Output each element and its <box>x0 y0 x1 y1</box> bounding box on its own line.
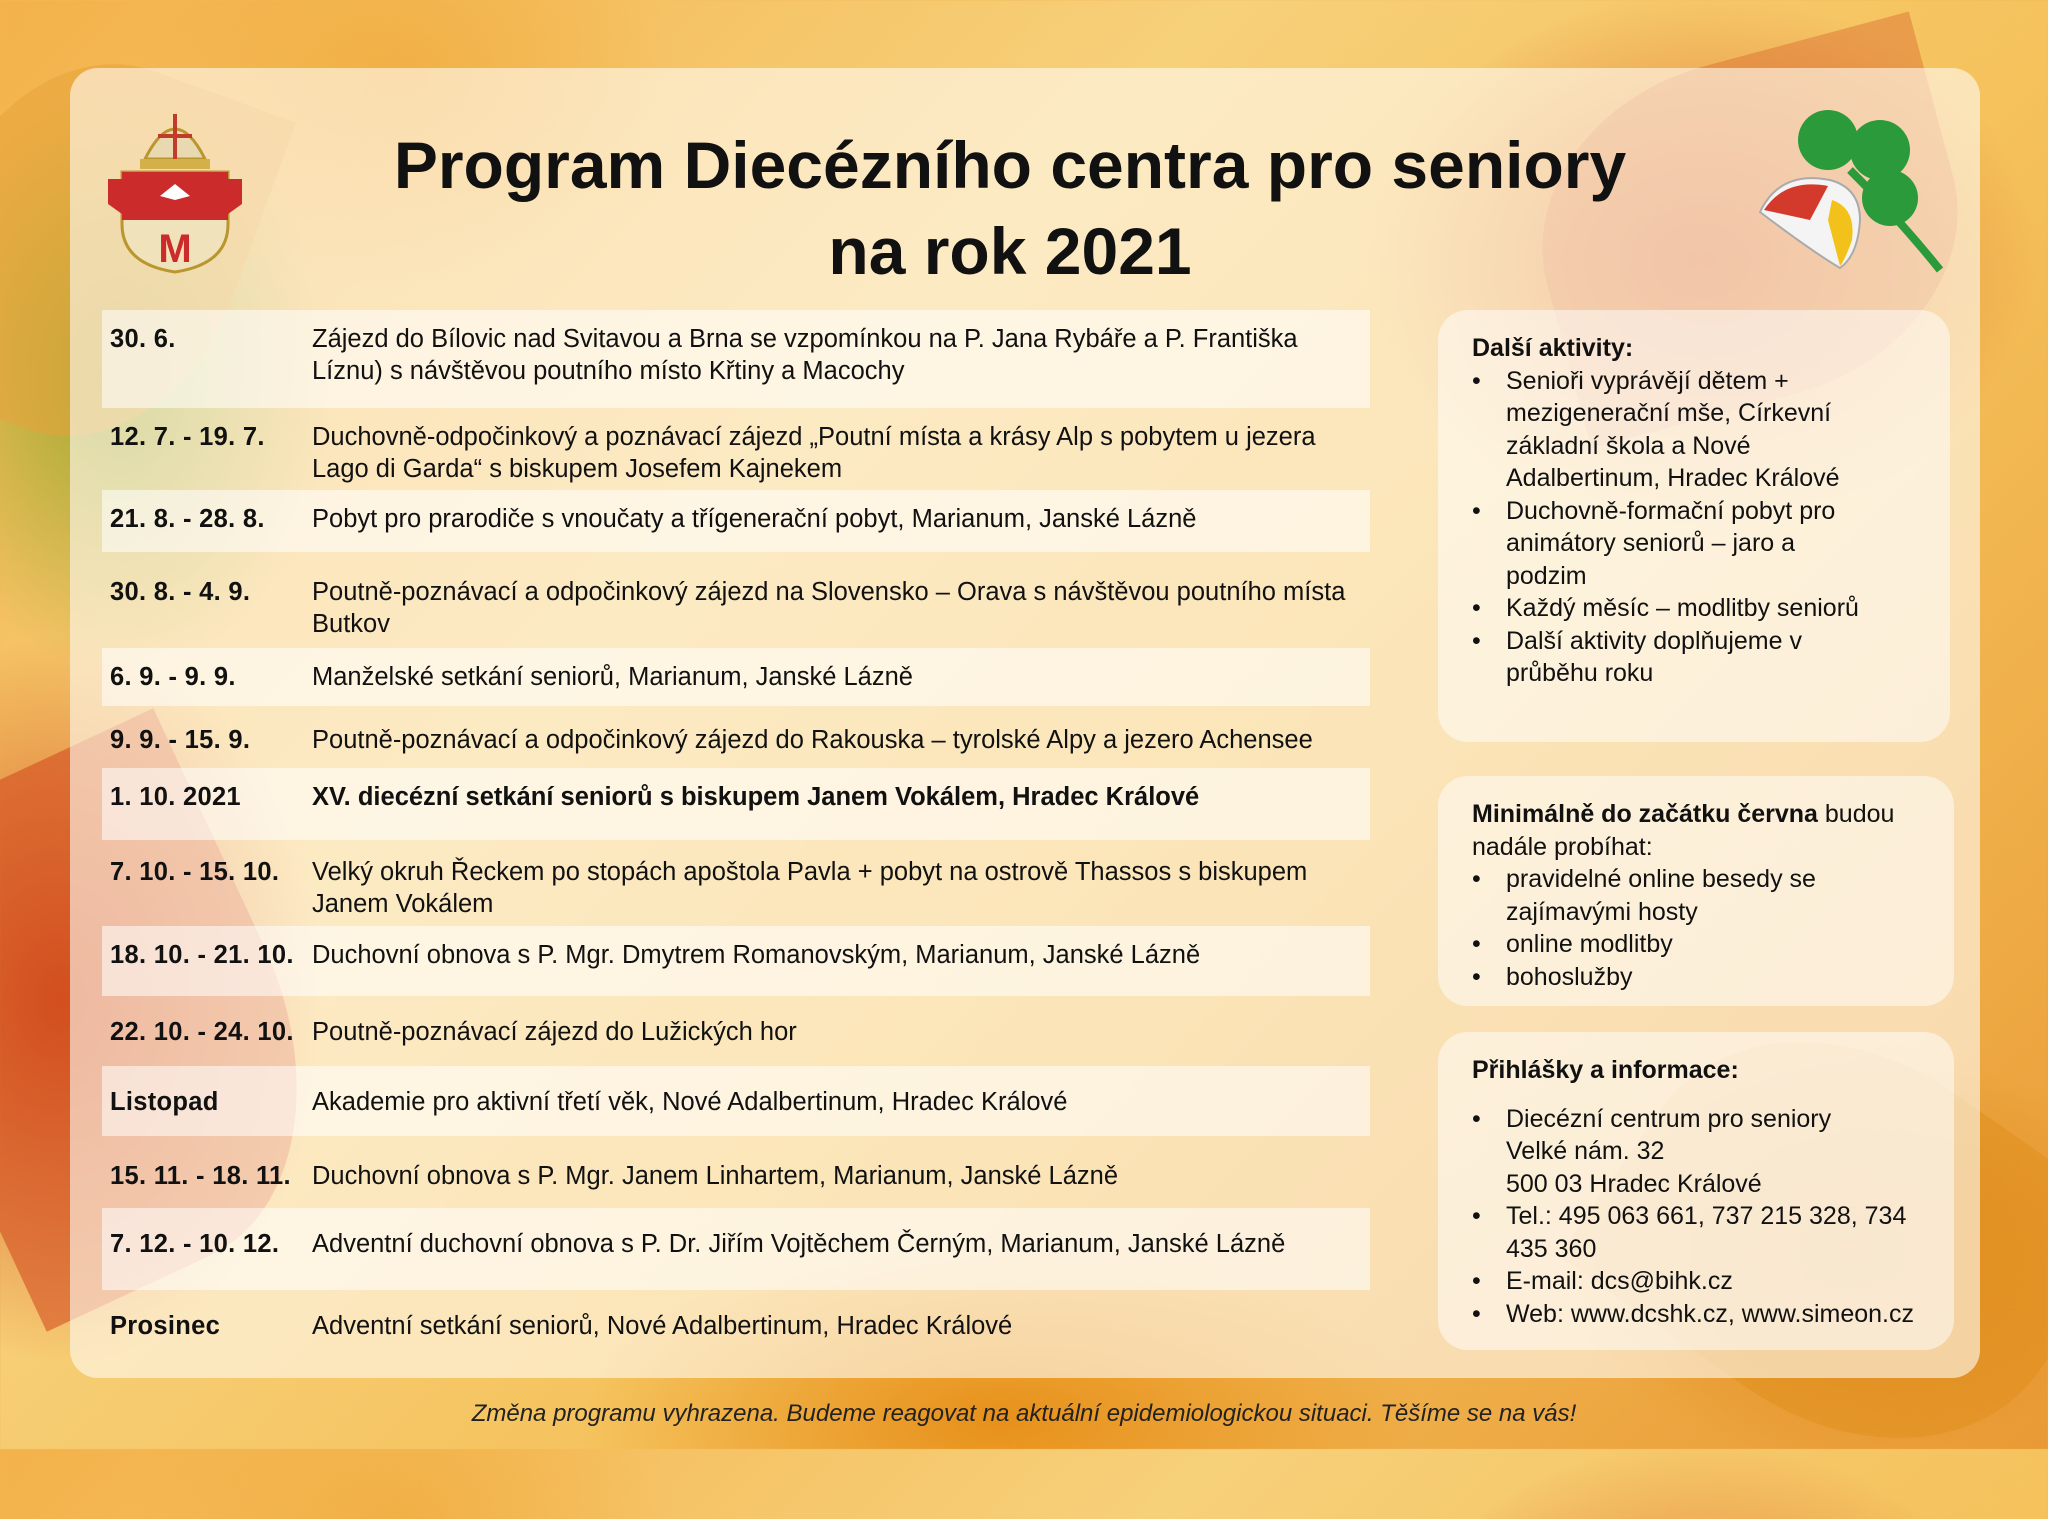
schedule-row <box>102 1208 1370 1290</box>
event-description: Manželské setkání seniorů, Marianum, Janské Lázně <box>312 663 913 691</box>
event-description: Zájezd do Bílovic nad Svitavou a Brna se vzpomínkou na P. Jana Rybáře a P. Františka Líznu) s návštěvou poutního místo Křtiny a Macochy <box>312 325 1298 385</box>
contact-box <box>1438 1032 1954 1350</box>
online-heading-rest: budou nadále probíhat: <box>1472 800 1895 861</box>
schedule-row <box>102 706 1370 768</box>
schedule-row <box>102 926 1370 996</box>
contact-heading: Přihlášky a informace: <box>1472 1056 1739 1084</box>
event-description: XV. diecézní setkání seniorů s biskupem Janem Vokálem, Hradec Králové <box>312 783 1200 811</box>
svg-text:M: M <box>158 227 192 271</box>
event-date: Listopad <box>110 1088 219 1116</box>
schedule-row <box>102 648 1370 706</box>
schedule-row <box>102 840 1370 926</box>
event-description: Poutně-poznávací a odpočinkový zájezd na Slovensko – Orava s návštěvou poutního místa Butkov <box>312 578 1346 638</box>
event-description: Poutně-poznávací zájezd do Lužických hor <box>312 1018 797 1046</box>
event-date: 1. 10. 2021 <box>110 783 241 811</box>
activities-list <box>1472 365 1896 690</box>
activities-heading: Další aktivity: <box>1472 334 1634 362</box>
schedule-row <box>102 552 1370 648</box>
footer-note: Změna programu vyhrazena. Budeme reagovat na aktuální epidemiologickou situaci. Těšíme se na vás! <box>471 1400 1577 1427</box>
event-description: Velký okruh Řeckem po stopách apoštola Pavla + pobyt na ostrově Thassos s biskupem Janem Vokálem <box>312 858 1308 918</box>
list-item: • bohoslužby <box>1472 961 1930 994</box>
event-description: Duchovně-odpočinkový a poznávací zájezd „Poutní místa a krásy Alp s pobytem u jezera Lago di Garda“ s biskupem Josefem Kajnekem <box>312 423 1316 483</box>
email-item: • E-mail: dcs@bihk.cz <box>1472 1265 1940 1298</box>
online-list <box>1472 863 1930 993</box>
shamrock-heart-logo <box>1740 100 1950 275</box>
event-date: 22. 10. - 24. 10. <box>110 1018 294 1046</box>
diocese-coat-of-arms-logo <box>100 104 250 274</box>
event-date: Prosinec <box>110 1312 221 1340</box>
online-box <box>1438 776 1954 1006</box>
title-line-2: na rok 2021 <box>828 214 1192 288</box>
event-date: 18. 10. - 21. 10. <box>110 941 294 969</box>
event-date: 12. 7. - 19. 7. <box>110 423 265 451</box>
schedule-row <box>102 490 1370 552</box>
address-line: Velké nám. 32 <box>1506 1137 1665 1165</box>
schedule-row <box>102 768 1370 840</box>
event-description: Adventní duchovní obnova s P. Dr. Jiřím Vojtěchem Černým, Marianum, Janské Lázně <box>312 1230 1286 1258</box>
schedule-row <box>102 1290 1370 1356</box>
address-line: Diecézní centrum pro seniory <box>1506 1104 1832 1133</box>
contact-list <box>1472 1103 1940 1331</box>
phone-item: • Tel.: 495 063 661, 737 215 328, 734 435 360 <box>1472 1200 1940 1265</box>
online-heading-bold: Minimálně do začátku června <box>1472 800 1818 828</box>
address-item <box>1472 1103 1940 1201</box>
title-line-1: Program Diecézního centra pro seniory <box>393 128 1627 202</box>
schedule-row <box>102 996 1370 1066</box>
schedule-table <box>102 310 1370 1356</box>
list-item: • pravidelné online besedy se zajímavými hosty <box>1472 863 1930 928</box>
list-item: • Každý měsíc – modlitby seniorů <box>1472 592 1896 625</box>
schedule-row <box>102 1136 1370 1208</box>
page-title <box>260 122 1760 294</box>
address-line: 500 03 Hradec Králové <box>1506 1169 1762 1198</box>
list-item: • Senioři vyprávějí dětem + mezigenerační mše, Církevní základní škola a Nové Adalbertinum, Hradec Králové <box>1472 365 1896 495</box>
event-description: Adventní setkání seniorů, Nové Adalbertinum, Hradec Králové <box>312 1312 1013 1340</box>
event-description: Duchovní obnova s P. Mgr. Janem Linhartem, Marianum, Janské Lázně <box>312 1162 1119 1190</box>
event-description: Pobyt pro prarodiče s vnoučaty a třígenerační pobyt, Marianum, Janské Lázně <box>312 505 1197 533</box>
event-description: Akademie pro aktivní třetí věk, Nové Adalbertinum, Hradec Králové <box>312 1088 1068 1116</box>
event-date: 15. 11. - 18. 11. <box>110 1162 291 1190</box>
web-item: • Web: www.dcshk.cz, www.simeon.cz <box>1472 1298 1940 1331</box>
online-lead <box>1472 798 1930 863</box>
event-date: 9. 9. - 15. 9. <box>110 726 251 754</box>
activities-box <box>1438 310 1950 742</box>
event-date: 30. 8. - 4. 9. <box>110 578 251 606</box>
event-date: 21. 8. - 28. 8. <box>110 505 265 533</box>
list-item: • Další aktivity doplňujeme v průběhu roku <box>1472 625 1896 690</box>
event-date: 7. 12. - 10. 12. <box>110 1230 280 1258</box>
schedule-row <box>102 408 1370 490</box>
event-date: 6. 9. - 9. 9. <box>110 663 236 691</box>
schedule-row <box>102 1066 1370 1136</box>
event-date: 7. 10. - 15. 10. <box>110 858 280 886</box>
event-description: Poutně-poznávací a odpočinkový zájezd do Rakouska – tyrolské Alpy a jezero Achensee <box>312 726 1313 754</box>
list-item: • online modlitby <box>1472 928 1930 961</box>
event-date: 30. 6. <box>110 325 176 353</box>
event-description: Duchovní obnova s P. Mgr. Dmytrem Romanovským, Marianum, Janské Lázně <box>312 941 1201 969</box>
schedule-row <box>102 310 1370 408</box>
list-item: • Duchovně-formační pobyt pro animátory seniorů – jaro a podzim <box>1472 495 1896 593</box>
